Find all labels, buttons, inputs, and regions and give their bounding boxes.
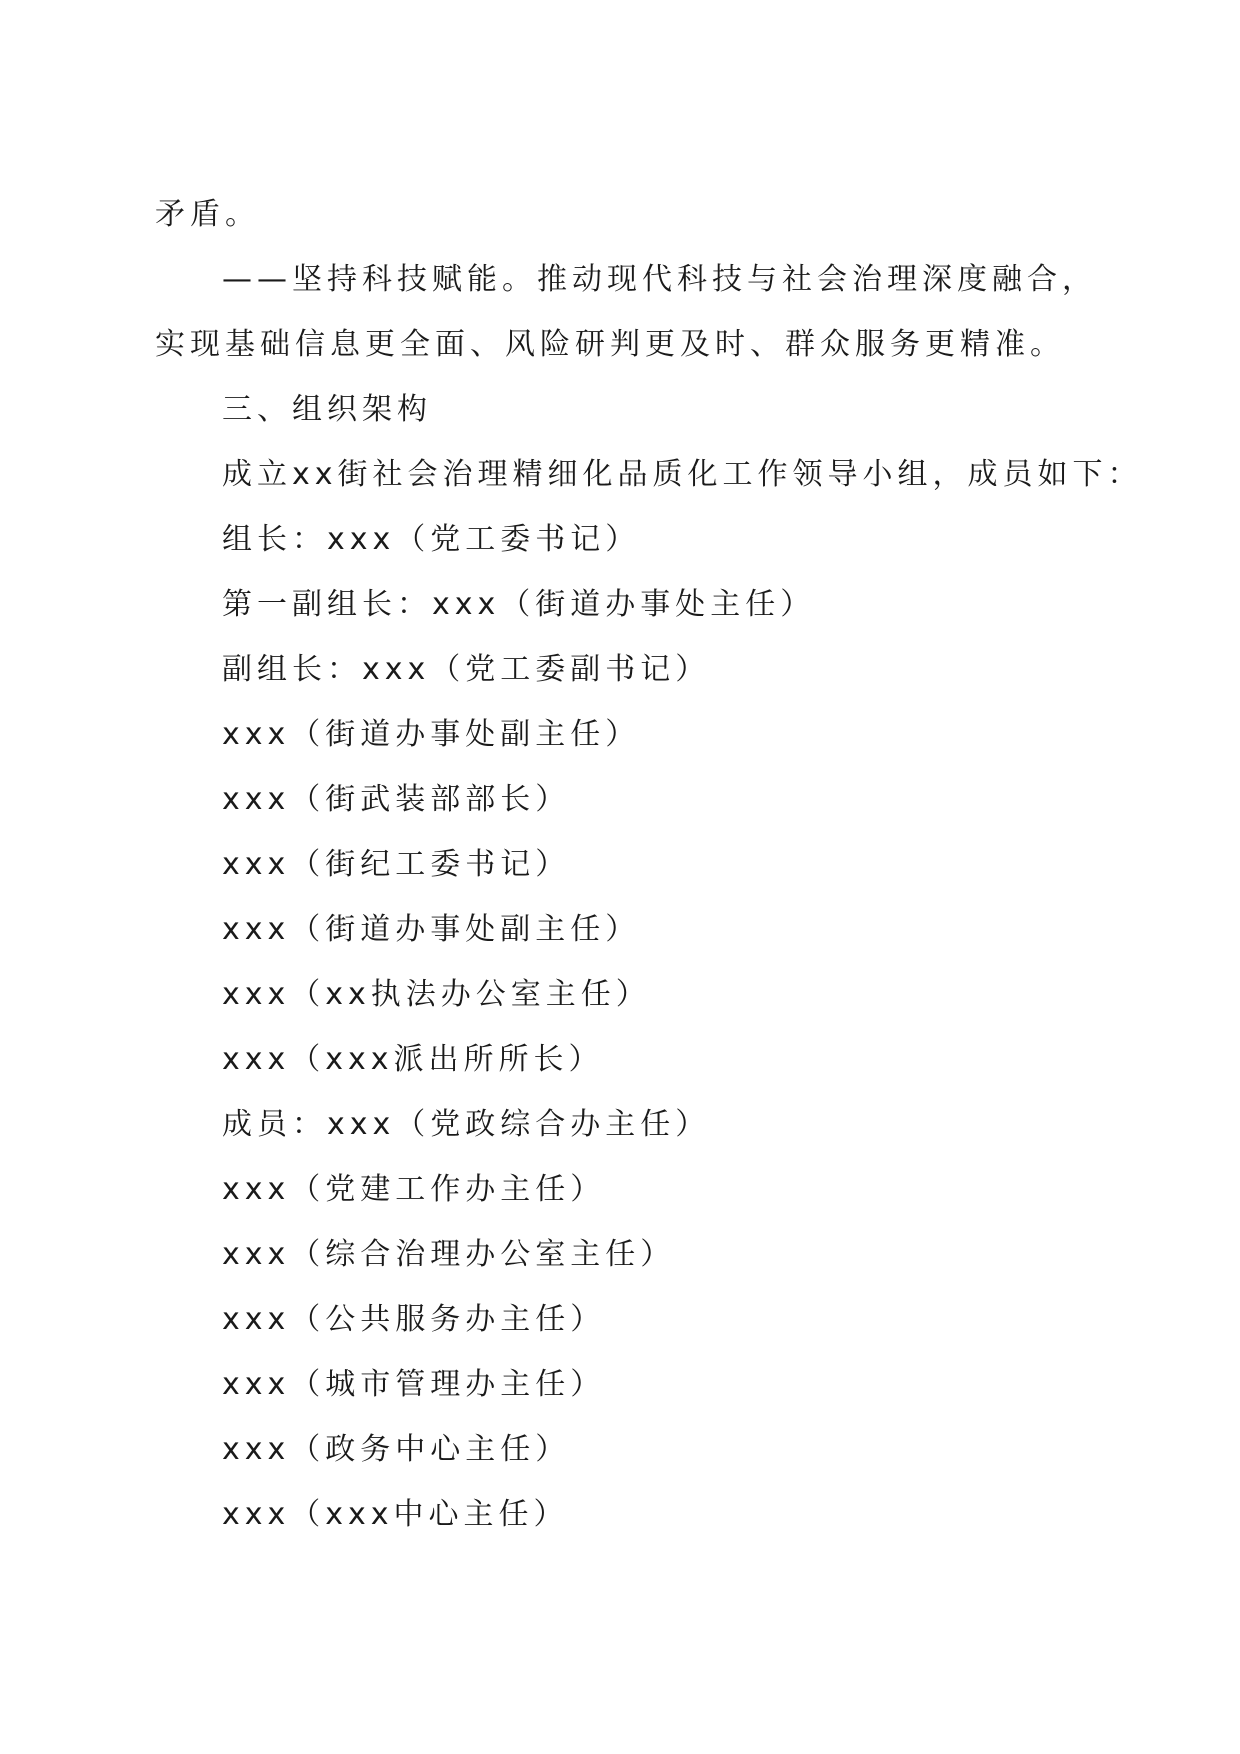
principle-paragraph-line-2: 实现基础信息更全面、风险研判更及时、群众服务更精准。 — [155, 327, 1065, 362]
member-line: xxx（xxx中心主任） — [222, 1497, 569, 1532]
member-line: xxx（公共服务办主任） — [222, 1302, 606, 1337]
member-line: xxx（综合治理办公室主任） — [222, 1237, 676, 1272]
members-heading-line: 成员：xxx（党政综合办主任） — [222, 1107, 711, 1142]
member-line: xxx（党建工作办主任） — [222, 1172, 606, 1207]
member-line: xxx（xx执法办公室主任） — [222, 977, 651, 1012]
member-line: xxx（街武装部部长） — [222, 782, 571, 817]
member-line: xxx（街纪工委书记） — [222, 847, 571, 882]
member-first-deputy: 第一副组长：xxx（街道办事处主任） — [222, 587, 816, 622]
member-line: xxx（街道办事处副主任） — [222, 717, 641, 752]
member-line: xxx（xxx派出所所长） — [222, 1042, 604, 1077]
member-leader: 组长：xxx（党工委书记） — [222, 522, 641, 557]
member-line: xxx（街道办事处副主任） — [222, 912, 641, 947]
section-heading: 三、组织架构 — [222, 392, 432, 427]
principle-paragraph-line-1: ——坚持科技赋能。推动现代科技与社会治理深度融合， — [222, 262, 1097, 297]
paragraph-continuation: 矛盾。 — [155, 197, 260, 232]
member-line: xxx（政务中心主任） — [222, 1432, 571, 1467]
member-line: xxx（城市管理办主任） — [222, 1367, 606, 1402]
group-intro: 成立xx街社会治理精细化品质化工作领导小组，成员如下： — [222, 457, 1143, 492]
member-deputy: 副组长：xxx（党工委副书记） — [222, 652, 711, 687]
